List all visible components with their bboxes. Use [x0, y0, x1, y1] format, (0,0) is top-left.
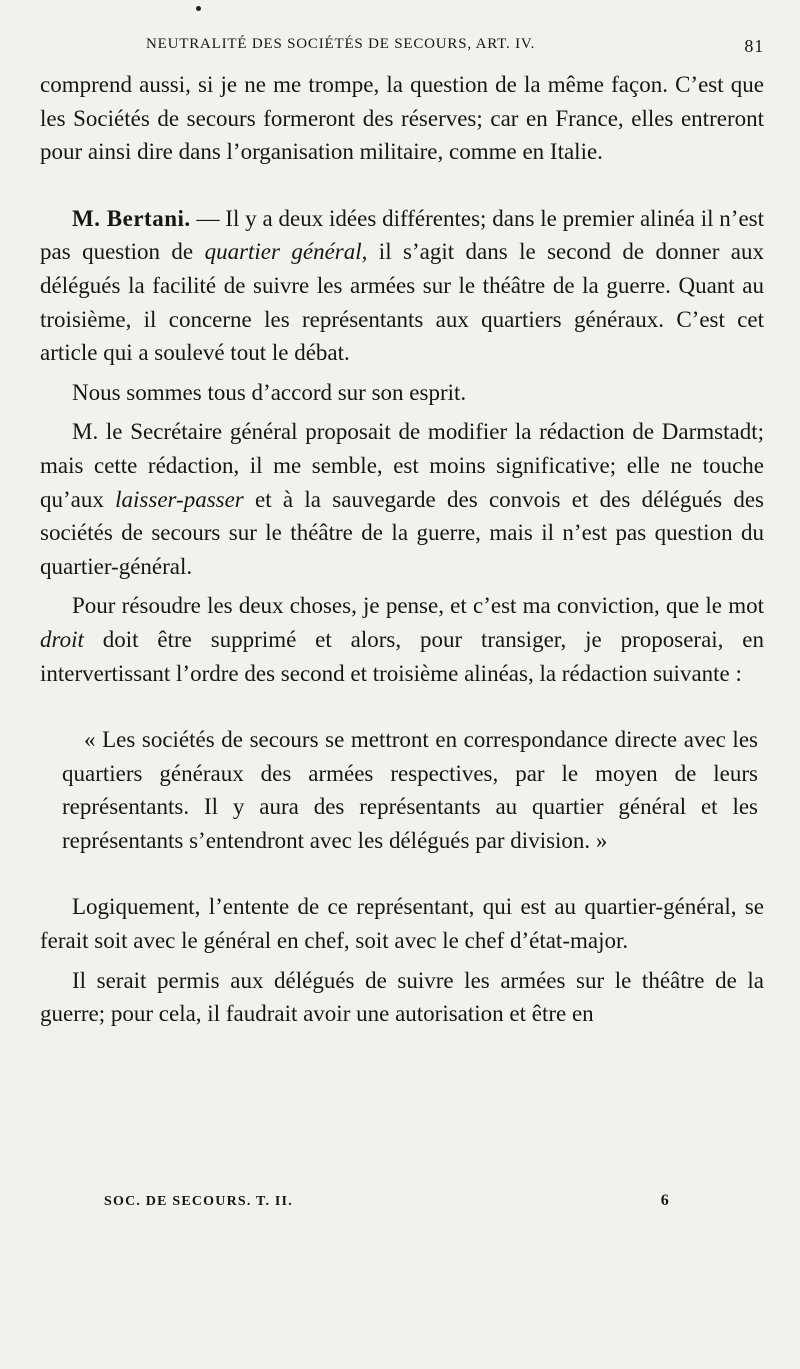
paragraph-7: Logiquement, l’entente de ce représentant, qui est au quartier-général, se ferait soit avec le général en chef, soit avec le chef d’état-major.: [40, 894, 764, 954]
paragraph-2-text-a: — Il y a deux idées différentes; dans le premier alinéa il n’est pas question de: [40, 205, 765, 265]
paragraph-5-text-b: doit être supprimé et alors, pour transiger, je proposerai, en intervertissant l’ordre des second et troisième alinéas, la rédaction suivante :: [40, 626, 764, 686]
signature-line: [104, 1194, 670, 1210]
signature-mark: 6: [660, 1192, 670, 1209]
paragraph-1: comprend aussi, si je ne me trompe, la question de la même façon. C’est que les Sociétés de secours formeront des réserves; car en France, elles entreront pour ainsi dire dans l’organisation militaire, comme en Italie.: [40, 72, 764, 165]
speck-mark: [196, 6, 201, 11]
paragraph-5-text-a: Pour résoudre les deux choses, je pense, et c’est ma conviction, que le mot: [72, 593, 764, 619]
paragraph-3: Nous sommes tous d’accord sur son esprit.: [72, 379, 467, 405]
paragraph-4: [40, 415, 764, 583]
paragraph-2: [40, 202, 764, 370]
paragraph-4-text-b: et à la sauvegarde des convois et des délégués des sociétés de secours sur le théâtre de la guerre, mais il n’est pas question du quartier-général.: [40, 486, 764, 579]
speaker-name: M. Bertani.: [72, 205, 191, 231]
running-title: NEUTRALITÉ DES SOCIÉTÉS DE SECOURS, ART. IV.: [146, 36, 536, 52]
body-text: [40, 68, 764, 1031]
paragraph-4-italic: laisser-passer: [115, 486, 244, 512]
paragraph-5: [40, 589, 764, 690]
paragraph-5-italic: droit: [40, 626, 84, 652]
paragraph-8: Il serait permis aux délégués de suivre les armées sur le théâtre de la guerre; pour cela, il faudrait avoir une autorisation et être en: [40, 967, 764, 1027]
page-number: 81: [744, 36, 764, 56]
signature-text: SOC. DE SECOURS. T. II.: [104, 1194, 293, 1209]
paragraph-4-text-a: M. le Secrétaire général proposait de modifier la rédaction de Darmstadt; mais cette rédaction, il me semble, est moins significative; elle ne touche qu’aux: [40, 419, 764, 512]
quoted-proposal: « Les sociétés de secours se mettront en correspondance directe avec les quartiers généraux des armées respectives, par le moyen de leurs représentants. Il y aura des représentants au quartier général et les représentants s’entendront avec les délégués par division. »: [62, 727, 758, 853]
paragraph-2-text-b: il s’agit dans le second de donner aux délégués la facilité de suivre les armées sur le théâtre de la guerre. Quant au troisième, il concerne les représentants aux quartiers généraux. C’est cet article qui a soulevé tout le débat.: [40, 239, 765, 366]
paragraph-2-italic: quartier général,: [204, 239, 368, 265]
